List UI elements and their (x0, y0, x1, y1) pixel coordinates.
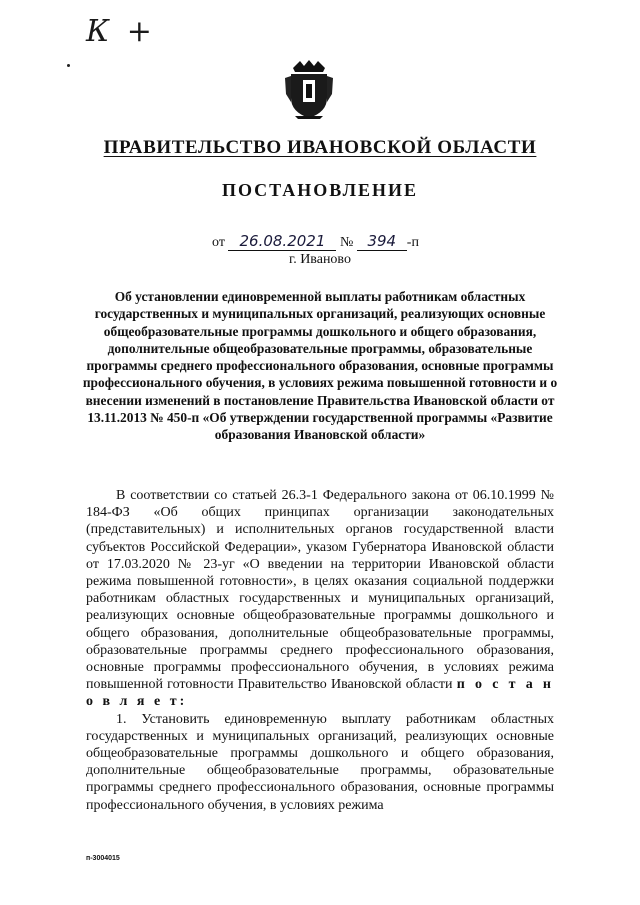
ink-speck (67, 64, 70, 67)
resolves-word: п о с т а н о в л я е т: (86, 677, 554, 710)
document-number: 394 (357, 232, 407, 251)
item-1-paragraph: 1. Установить единовременную выплату работникам областных государственных и муниципальных организаций, реализующих основные общеобразовательные программы дошкольного и общего образования, дополнительные общеобразовательные программы, образовательные программы среднего профессионального образования, основные программы профессионального обучения, в условиях режима (86, 711, 554, 813)
document-date: 26.08.2021 (228, 232, 336, 251)
organization-title: ПРАВИТЕЛЬСТВО ИВАНОВСКОЙ ОБЛАСТИ (103, 137, 537, 158)
document-body (86, 487, 554, 814)
city: г. Иваново (289, 252, 351, 267)
coat-of-arms-emblem (283, 58, 335, 120)
preamble-paragraph (86, 487, 554, 711)
document-subject: Об установлении единовременной выплаты работникам областных государственных и муниципальных организаций, реализующих основные общеобразовательные программы дошкольного и общего образования, дополнительные общеобразовательные программы, образовательные программы среднего профессионального образования, основные программы профессионального обучения, в условиях режима повышенной готовности и о внесении изменений в постановление Правительства Ивановской области от 13.11.2013 № 450-п «Об утверждении государственной программы «Развитие образования Ивановской области» (82, 289, 558, 443)
date-line (212, 232, 419, 251)
document-code: п-3004015 (86, 855, 120, 862)
document-type: ПОСТАНОВЛЕНИЕ (221, 180, 419, 200)
handwritten-mark: К + (86, 14, 156, 49)
date-prefix: от (212, 235, 225, 250)
preamble-text: В соответствии со статьей 26.3-1 Федерального закона от 06.10.1999 № 184-ФЗ «Об общих принципах организации законодательных (представительных) и исполнительных органов государственной власти субъектов Российской Федерации», указом Губернатора Ивановской области от 17.03.2020 № 23-уг «О введении на территории Ивановской области режима повышенной готовности», в целях оказания социальной поддержки работникам областных государственных и муниципальных организаций, реализующих основные общеобразовательные программы дошкольного и общего образования, дополнительные общеобразовательные программы, образовательные программы среднего профессионального образования, основные программы профессионального обучения, в условиях режима повышенной готовности Правительство Ивановской области (86, 488, 554, 693)
number-sign: № (339, 235, 354, 250)
number-suffix: -п (406, 235, 419, 250)
